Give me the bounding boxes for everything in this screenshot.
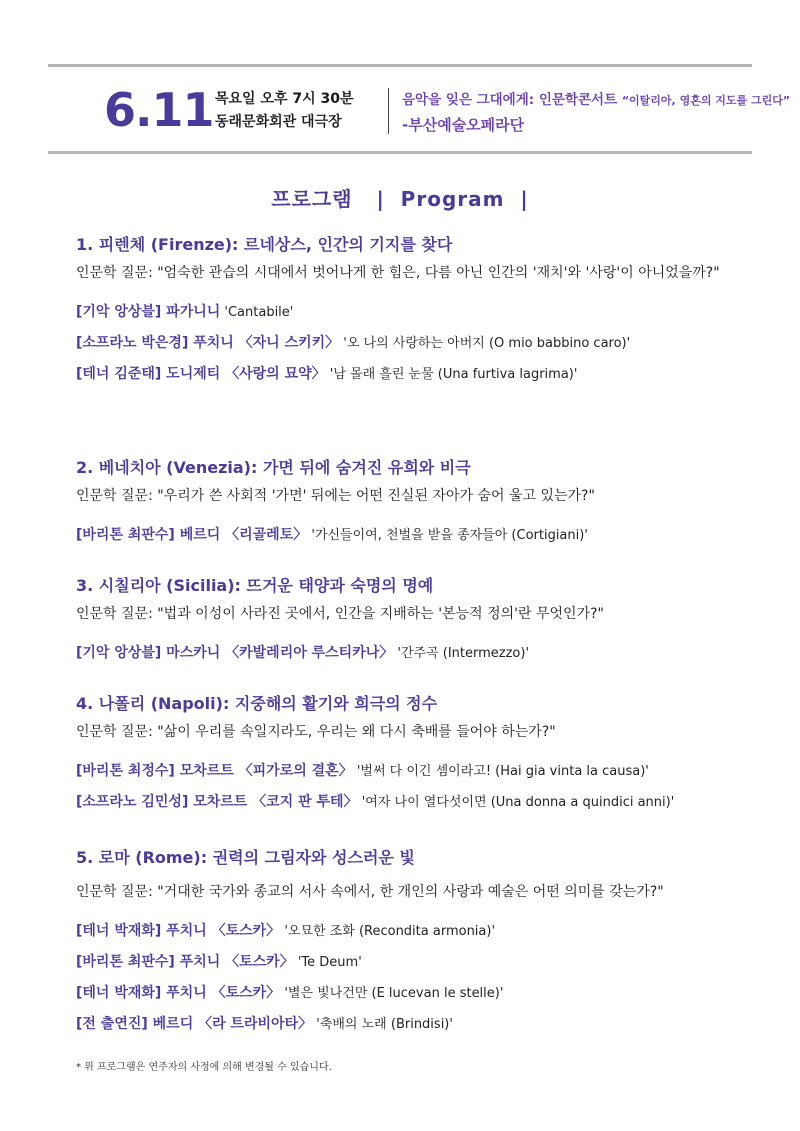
event-date: 6.11: [104, 83, 214, 137]
performer: [전 출연진] 베르디 〈라 트라비아타〉: [76, 1016, 313, 1032]
performance-item: [76, 756, 746, 787]
concert-title: 음악을 잊은 그대에게: 인문학콘서트: [402, 92, 618, 108]
program-section-napoli: [76, 692, 746, 818]
program-section-firenze: [76, 233, 746, 390]
work-title: '축배의 노래 (Brindisi)': [312, 1017, 453, 1032]
performance-list: [76, 638, 746, 669]
performance-item: [76, 297, 746, 328]
performance-list: [76, 297, 746, 390]
performance-list: [76, 520, 746, 551]
performance-item: [76, 520, 746, 551]
program-section-venezia: [76, 456, 746, 551]
performance-item: [76, 916, 746, 947]
work-title: '가신들이여, 천벌을 받을 종자들아 (Cortigiani)': [307, 528, 588, 543]
performer: [테너 박재화] 푸치니 〈토스카〉: [76, 923, 281, 939]
work-title: 'Cantabile': [220, 305, 294, 320]
organizer: -부산예술오페라단: [402, 116, 525, 134]
program-section-rome: [76, 846, 746, 1040]
performance-item: [76, 359, 746, 390]
section-title: 2. 베네치아 (Venezia): 가면 뒤에 숨겨진 유희와 비극: [76, 458, 471, 477]
humanities-question: 인문학 질문: "엄숙한 관습의 시대에서 벗어나게 한 힘은, 다름 아닌 인간의 '재치'와 '사랑'이 아니었을까?": [76, 265, 720, 281]
work-title: '별은 빛나건만 (E lucevan le stelle)': [280, 986, 504, 1001]
performer: [테너 박재화] 푸치니 〈토스카〉: [76, 985, 281, 1001]
program-heading: 프로그램 | Program |: [271, 187, 529, 211]
work-title: '벌써 다 이긴 셈이라고! (Hai gia vinta la causa)': [352, 764, 649, 779]
concert-subtitle: “이탈리아, 영혼의 지도를 그린다”: [621, 94, 791, 107]
work-title: '오묘한 조화 (Recondita armonia)': [280, 924, 496, 939]
performer: [바리톤 최정수] 모차르트 〈피가로의 결혼〉: [76, 763, 353, 779]
work-title: '여자 나이 열다섯이면 (Una donna a quindici anni)': [357, 795, 675, 810]
work-title: '오 나의 사랑하는 아버지 (O mio babbino caro)': [339, 336, 631, 351]
header-bottom-divider: [48, 151, 752, 154]
footnote: * 위 프로그램은 연주자의 사정에 의해 변경될 수 있습니다.: [76, 1062, 332, 1073]
event-venue: 동래문화회관 대극장: [215, 114, 342, 130]
section-title: 4. 나폴리 (Napoli): 지중해의 활기와 희극의 정수: [76, 694, 438, 713]
section-title: 1. 피렌체 (Firenze): 르네상스, 인간의 기지를 찾다: [76, 235, 453, 254]
concert-info: [402, 88, 790, 137]
performance-item: [76, 1009, 746, 1040]
header-separator: [388, 88, 389, 134]
section-title: 3. 시칠리아 (Sicilia): 뜨거운 태양과 숙명의 명예: [76, 576, 434, 595]
performance-item: [76, 947, 746, 978]
program-section-sicilia: [76, 574, 746, 669]
performance-list: [76, 916, 746, 1040]
performer: [바리톤 최판수] 베르디 〈리골레토〉: [76, 527, 308, 543]
work-title: '남 몰래 흘린 눈물 (Una furtiva lagrima)': [325, 367, 578, 382]
work-title: '간주곡 (Intermezzo)': [393, 646, 530, 661]
performer: [바리톤 최판수] 푸치니 〈토스카〉: [76, 954, 294, 970]
humanities-question: 인문학 질문: "우리가 쓴 사회적 '가면' 뒤에는 어떤 진실된 자아가 숨어 울고 있는가?": [76, 488, 595, 504]
performance-list: [76, 756, 746, 818]
performance-item: [76, 638, 746, 669]
performer: [테너 김준태] 도니제티 〈사랑의 묘약〉: [76, 366, 326, 382]
performer: [기악 앙상블] 마스카니 〈카발레리아 루스티카나〉: [76, 645, 394, 661]
performer: [소프라노 김민성] 모차르트 〈코지 판 투테〉: [76, 794, 358, 810]
top-divider: [48, 64, 752, 67]
work-title: 'Te Deum': [293, 955, 362, 970]
performance-item: [76, 328, 746, 359]
humanities-question: 인문학 질문: "삶이 우리를 속일지라도, 우리는 왜 다시 축배를 들어야 하는가?": [76, 724, 556, 740]
humanities-question: 인문학 질문: "거대한 국가와 종교의 서사 속에서, 한 개인의 사랑과 예술은 어떤 의미를 갖는가?": [76, 884, 664, 900]
event-time-venue: [215, 88, 354, 134]
performance-item: [76, 787, 746, 818]
performer: [기악 앙상블] 파가니니: [76, 304, 221, 320]
section-title: 5. 로마 (Rome): 권력의 그림자와 성스러운 빛: [76, 848, 415, 867]
humanities-question: 인문학 질문: "법과 이성이 사라진 곳에서, 인간을 지배하는 '본능적 정의'란 무엇인가?": [76, 606, 604, 622]
performer: [소프라노 박은경] 푸치니 〈자니 스키키〉: [76, 335, 340, 351]
performance-item: [76, 978, 746, 1009]
event-time: 목요일 오후 7시 30분: [215, 91, 354, 107]
